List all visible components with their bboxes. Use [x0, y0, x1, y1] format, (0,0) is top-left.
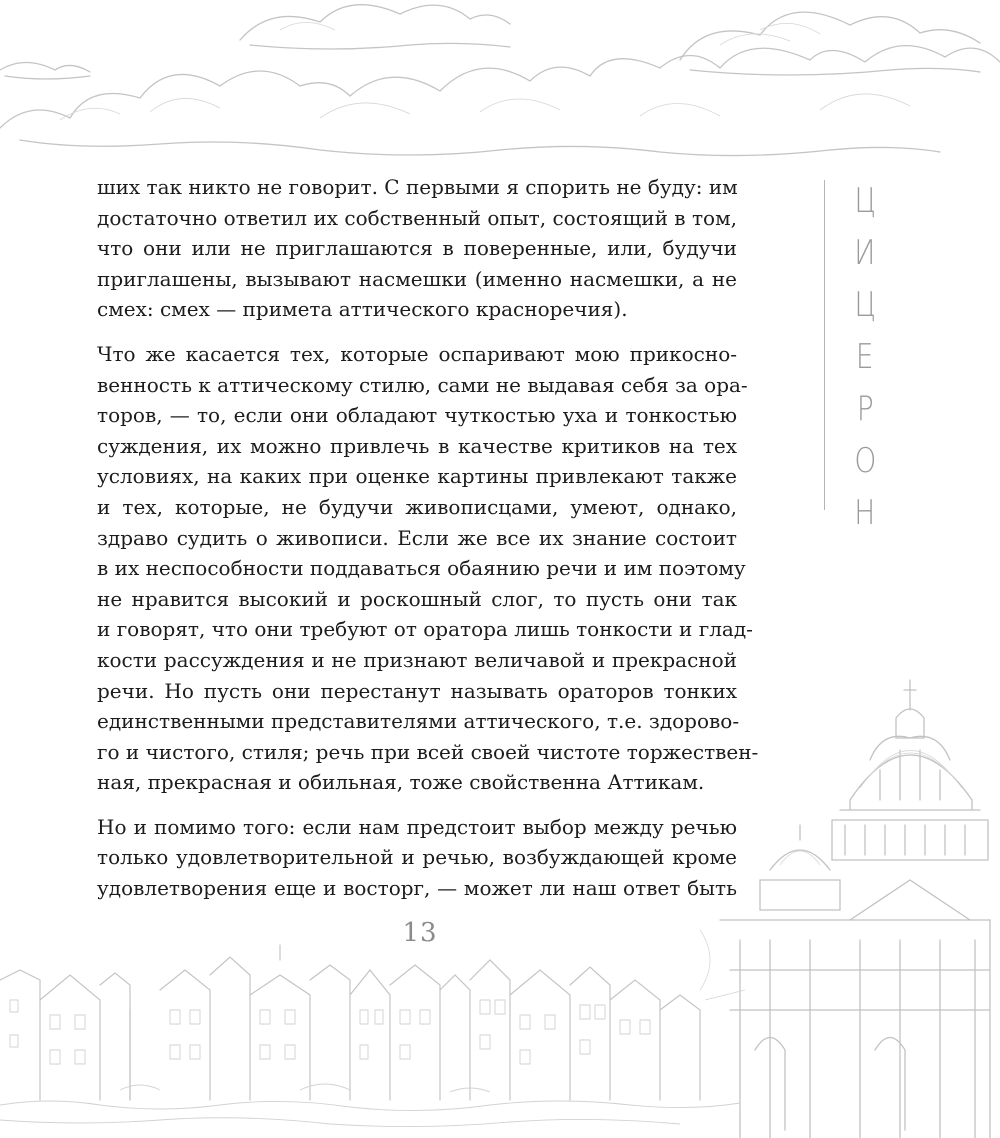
text-line: го и чистого, стиля; речь при всей своей чистоте торжествен-: [97, 739, 759, 764]
text-line: и тех, которые, не будучи живописцами, умеют, однако,: [97, 494, 737, 519]
text-line: здраво судить о живописи. Если же все их знание состоит: [97, 525, 737, 550]
running-head-letter: Ц: [854, 285, 876, 325]
running-head-letter: Е: [856, 337, 874, 377]
text-line: Что же касается тех, которые оспаривают мою прикосно-: [97, 341, 737, 366]
running-head-rule: [824, 180, 825, 510]
text-line: торов, — то, если они обладают чуткостью уха и тонкостью: [97, 403, 737, 428]
city-skyline-illustration: [0, 940, 1000, 1138]
text-line: ная, прекрасная и обильная, тоже свойственна Аттикам.: [97, 770, 705, 795]
text-line: смех: смех — примета аттического красноречия).: [97, 297, 628, 322]
text-line: кости рассуждения и не признают величавой и прекрасной: [97, 647, 737, 672]
paragraph: [97, 172, 737, 325]
text-line: в их неспособности поддаваться обаянию речи и им поэтому: [97, 556, 746, 581]
text-line: приглашены, вызывают насмешки (именно насмешки, а не: [97, 266, 737, 291]
text-line: единственными представителями аттического, т.е. здорово-: [97, 709, 740, 734]
clouds-illustration: [0, 0, 1000, 165]
paragraph: [97, 339, 759, 798]
text-line: достаточно ответил их собственный опыт, состоящий в том,: [97, 205, 737, 230]
running-head-letter: Р: [856, 389, 874, 429]
text-line: что они или не приглашаются в поверенные, или, будучи: [97, 236, 737, 261]
text-line: и говорят, что они требуют от оратора лишь тонкости и глад-: [97, 617, 753, 642]
text-line: ших так никто не говорит. С первыми я спорить не буду: им: [97, 175, 738, 199]
text-line: условиях, на каких при оценке картины привлекают также: [97, 464, 737, 489]
text-line: венность к аттическому стилю, сами не выдавая себя за ора-: [97, 372, 748, 397]
running-head-letter: О: [854, 441, 876, 481]
running-head-letter: Н: [854, 493, 876, 533]
page-number: 13: [402, 918, 438, 948]
running-head-letter: Ц: [854, 181, 876, 221]
running-head-letter: И: [854, 233, 876, 273]
running-head: [840, 175, 890, 539]
text-line: только удовлетворительной и речью, возбуждающей кроме: [97, 845, 737, 870]
text-line: Но и помимо того: если нам предстоит выбор между речью: [97, 814, 737, 839]
body-text: [97, 172, 759, 918]
text-line: речи. Но пусть они перестанут называть ораторов тонких: [97, 678, 737, 703]
text-line: удовлетворения еще и восторг, — может ли наш ответ быть: [97, 876, 737, 901]
paragraph: [97, 812, 737, 904]
text-line: не нравится высокий и роскошный слог, то пусть они так: [97, 586, 737, 611]
text-line: суждения, их можно привлечь в качестве критиков на тех: [97, 433, 737, 458]
